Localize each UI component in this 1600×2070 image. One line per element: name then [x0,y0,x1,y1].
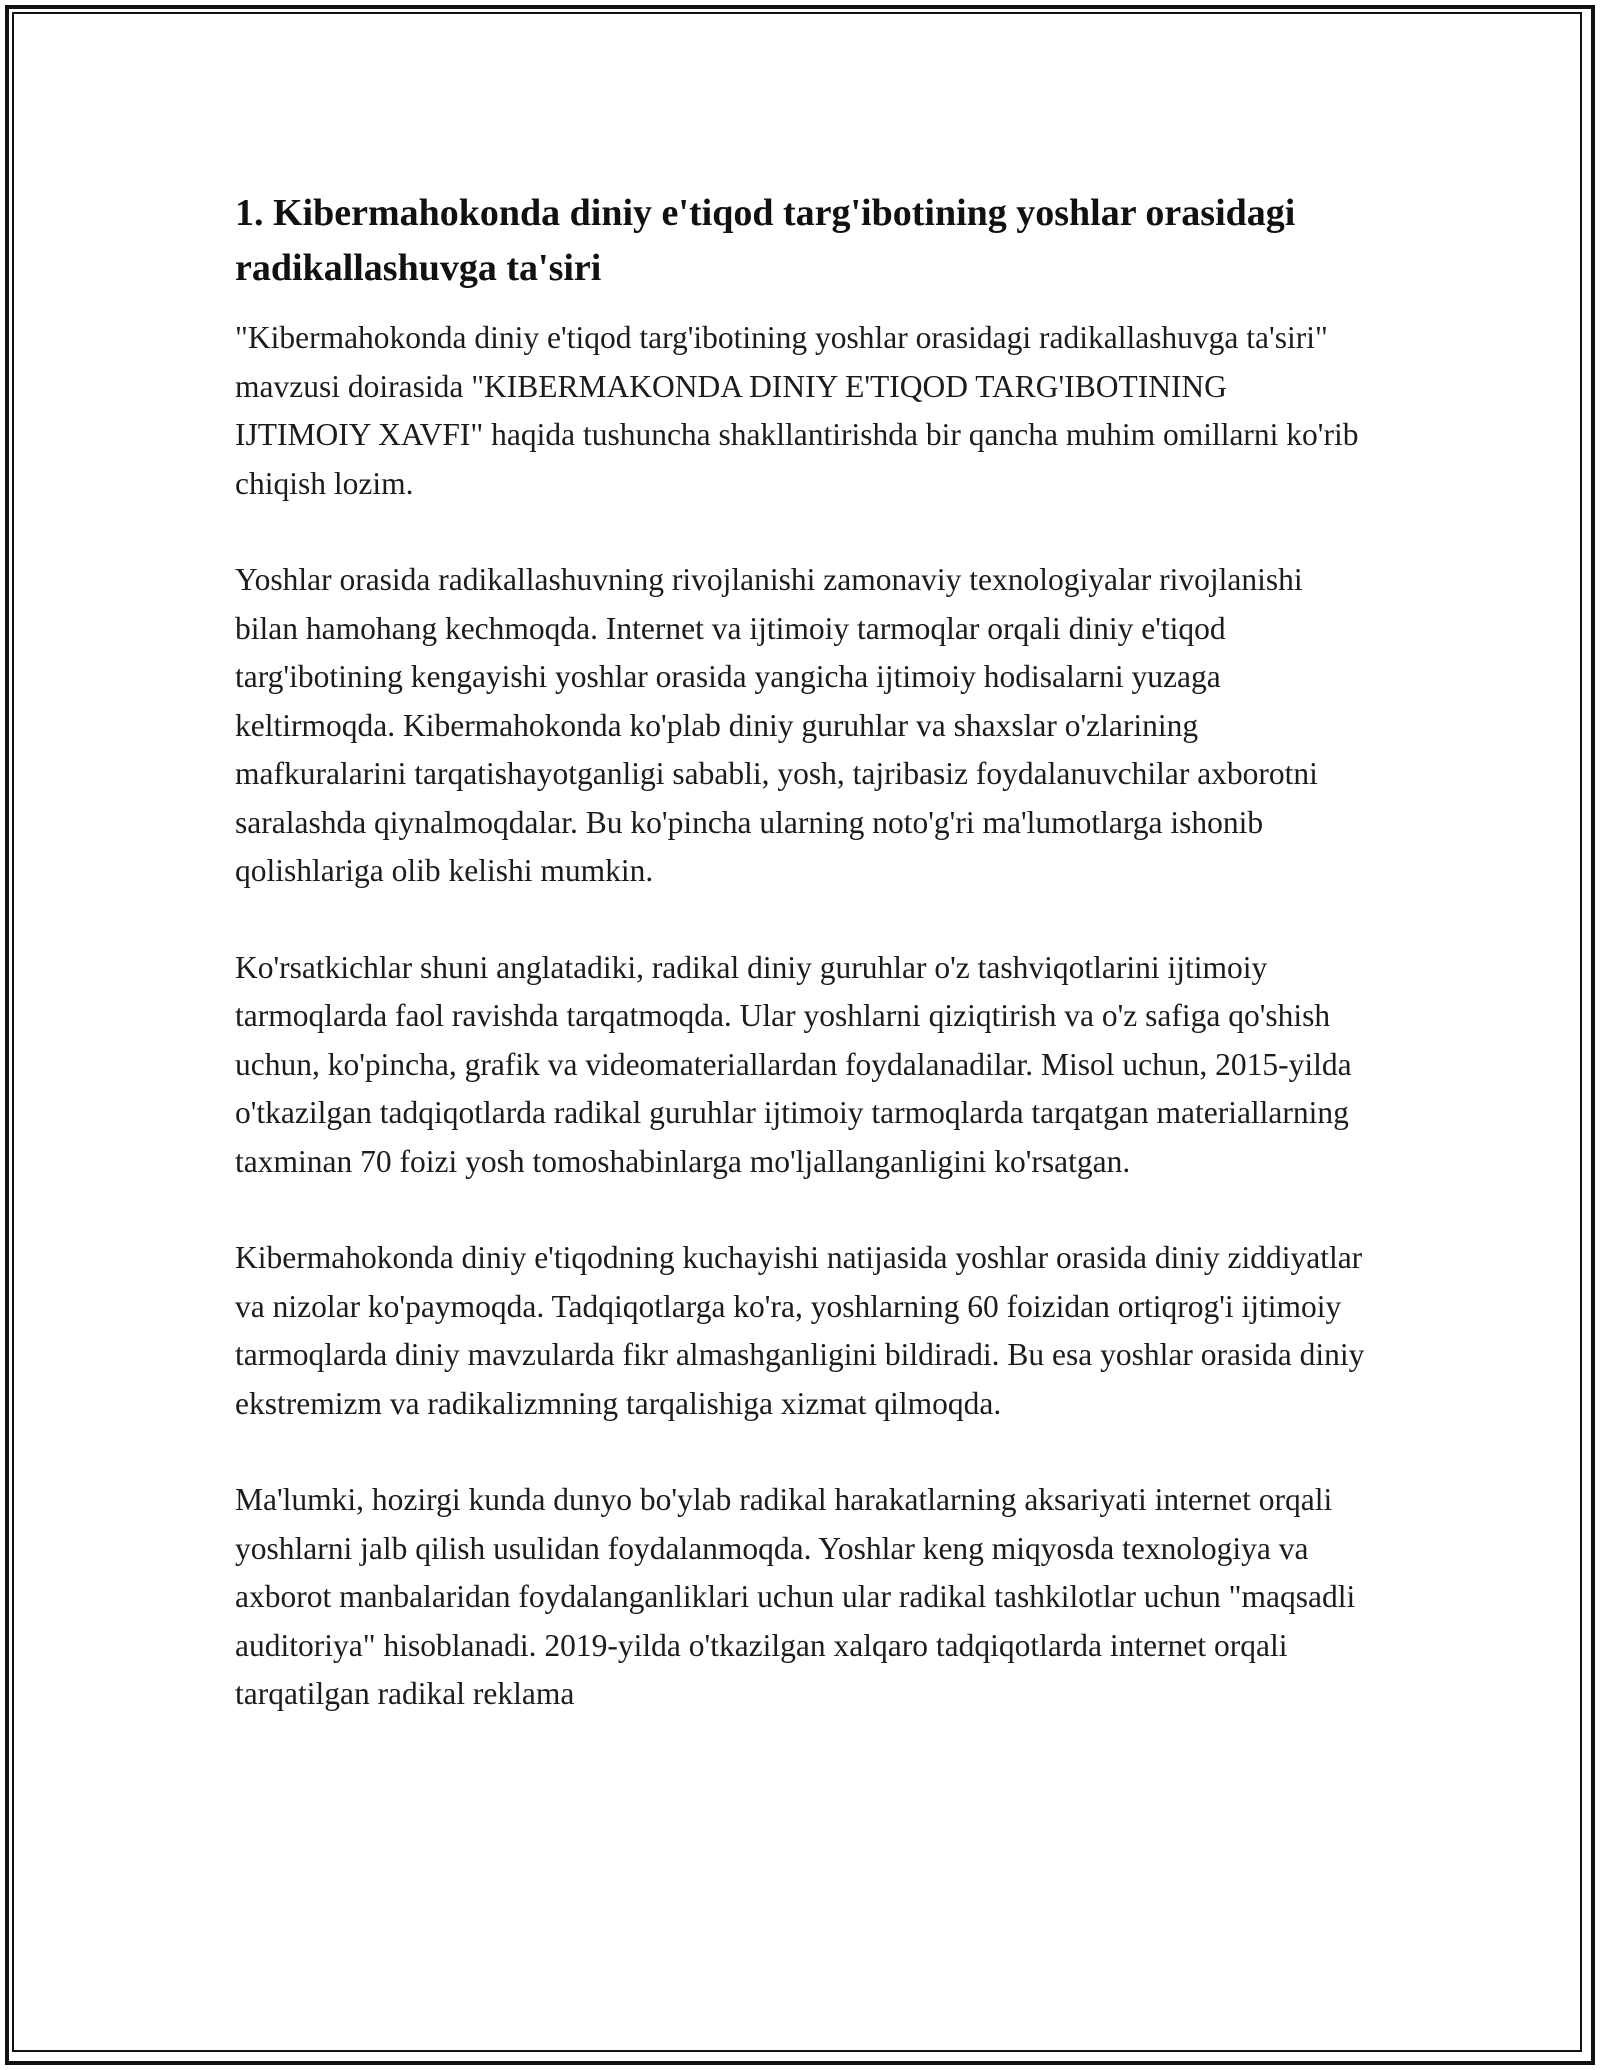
paragraph-1: "Kibermahokonda diniy e'tiqod targ'ibotining yoshlar orasidagi radikallashuvga ta'siri" mavzusi doirasida "KIBERMAKONDA DINIY E'TIQOD TARG'IBOTINING IJTIMOIY XAVFI" haqida tushuncha shakllantirishda bir qancha muhim omillarni ko'rib chiqish lozim. [235,320,1359,501]
document-body [235,186,1370,1767]
paragraph-2: Yoshlar orasida radikallashuvning rivojlanishi zamonaviy texnologiyalar rivojlanishi bilan hamohang kechmoqda. Internet va ijtimoiy tarmoqlar orqali diniy e'tiqod targ'ibotining kengayishi yoshlar orasida yangicha ijtimoiy hodisalarni yuzaga keltirmoqda. Kibermahokonda ko'plab diniy guruhlar va shaxslar o'zlarining mafkuralarini tarqatishayotganligi sababli, yosh, tajribasiz foydalanuvchilar axborotni saralashda qiynalmoqdalar. Bu ko'pincha ularning noto'g'ri ma'lumotlarga ishonib qolishlariga olib kelishi mumkin. [235,562,1318,888]
section-heading: 1. Kibermahokonda diniy e'tiqod targ'ibotining yoshlar orasidagi radikallashuvga ta'siri [235,192,1296,289]
paragraph-3: Ko'rsatkichlar shuni anglatadiki, radikal diniy guruhlar o'z tashviqotlarini ijtimoiy tarmoqlarda faol ravishda tarqatmoqda. Ular yoshlarni qiziqtirish va o'z safiga qo'shish uchun, ko'pincha, grafik va videomateriallardan foydalanadilar. Misol uchun, 2015-yilda o'tkazilgan tadqiqotlarda radikal guruhlar ijtimoiy tarmoqlarda tarqatgan materiallarning taxminan 70 foizi yosh tomoshabinlarga mo'ljallanganligini ko'rsatgan. [235,949,1352,1179]
paragraph-5: Ma'lumki, hozirgi kunda dunyo bo'ylab radikal harakatlarning aksariyati internet orqali yoshlarni jalb qilish usulidan foydalanmoqda. Yoshlar keng miqyosda texnologiya va axborot manbalaridan foydalanganliklari uchun ular radikal tashkilotlar uchun "maqsadli auditoriya" hisoblanadi. 2019-yilda o'tkazilgan xalqaro tadqiqotlarda internet orqali tarqatilgan radikal reklama [235,1482,1356,1711]
paragraph-4: Kibermahokonda diniy e'tiqodning kuchayishi natijasida yoshlar orasida diniy ziddiyatlar va nizolar ko'paymoqda. Tadqiqotlarga ko'ra, yoshlarning 60 foizidan ortiqrog'i ijtimoiy tarmoqlarda diniy mavzularda fikr almashganligini bildiradi. Bu esa yoshlar orasida diniy ekstremizm va radikalizmning tarqalishiga xizmat qilmoqda. [235,1240,1365,1421]
